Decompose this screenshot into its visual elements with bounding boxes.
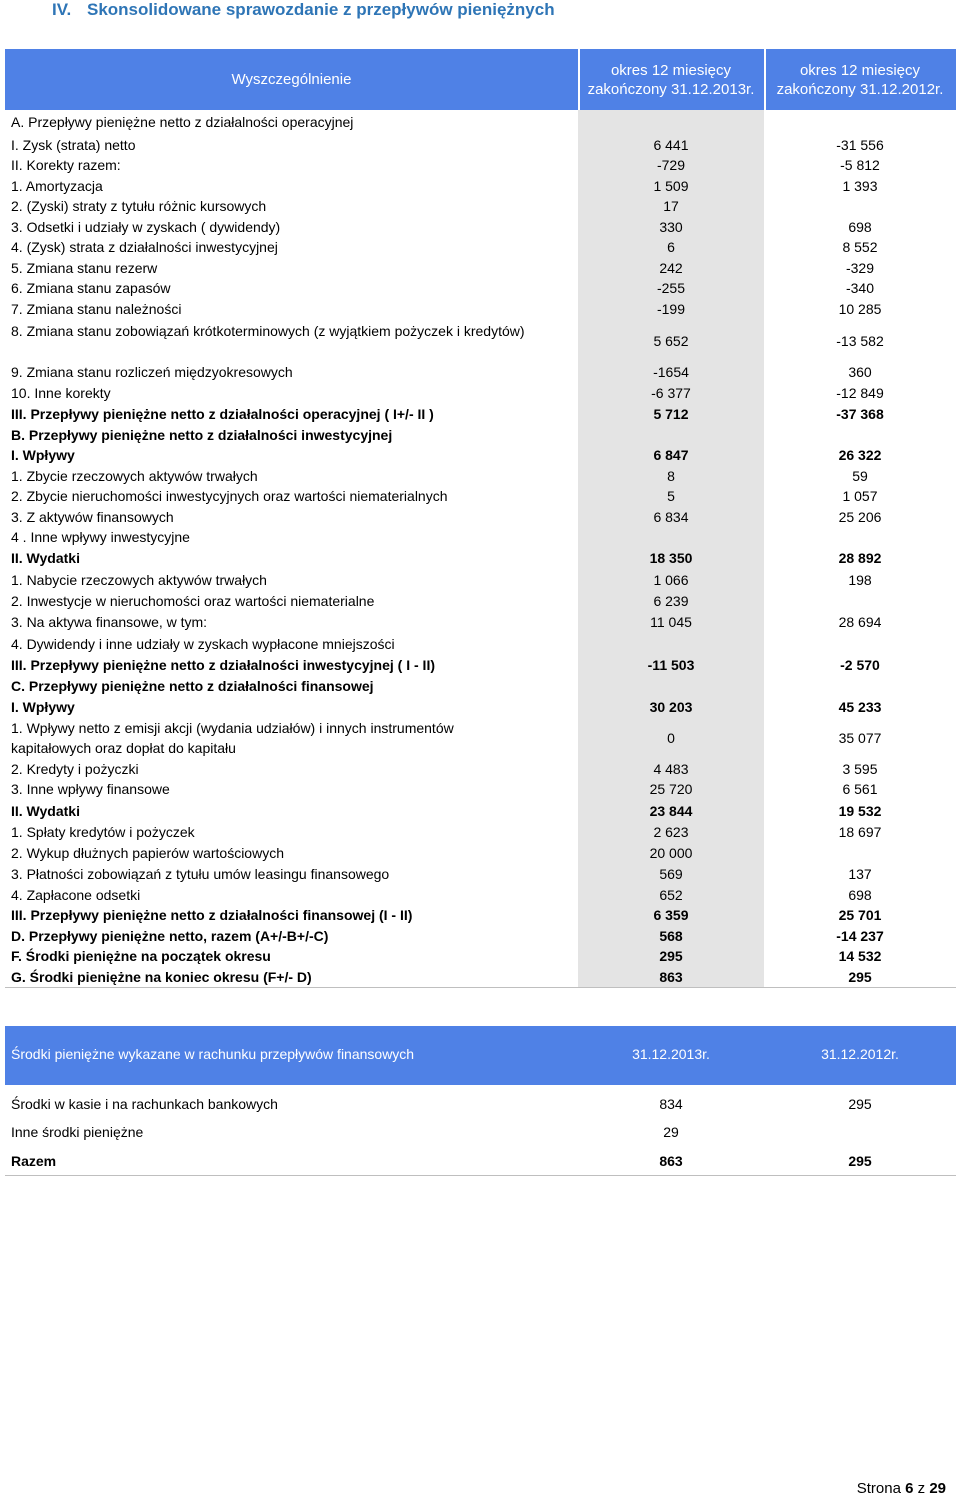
- row-label: 4. Dywidendy i inne udziały w zyskach wypłacone mniejszości: [11, 636, 395, 652]
- page-footer: [857, 1480, 946, 1497]
- table-row: [5, 196, 956, 216]
- row-value-2012: 45 233: [838, 699, 882, 715]
- row-value-2012: 6 561: [842, 781, 878, 797]
- row-value-2012: 10 285: [838, 301, 882, 317]
- row-value-2012: 8 552: [842, 239, 878, 255]
- table-row: [5, 676, 956, 696]
- row-label: 4. Zapłacone odsetki: [11, 887, 141, 903]
- table-row: [5, 135, 956, 155]
- row-value-2013: 2 623: [653, 824, 689, 840]
- row-label: III. Przepływy pieniężne netto z działalności finansowej (I - II): [11, 907, 413, 923]
- row-value-2012: 28 892: [838, 550, 882, 566]
- row-label: 1. Nabycie rzeczowych aktywów trwałych: [11, 572, 267, 588]
- table-row: [5, 486, 956, 506]
- table-row: [5, 466, 956, 486]
- row-value-2013: 6 239: [653, 593, 689, 609]
- row-value-2013: -199: [656, 301, 686, 317]
- table-row: [5, 217, 956, 237]
- row-value-2012: 698: [848, 219, 872, 235]
- row-value-2013: 330: [659, 219, 683, 235]
- cash-row-value-2012: 295: [848, 1153, 872, 1169]
- cash-row-label: Razem: [11, 1153, 57, 1169]
- cash-row-value-2012: 295: [848, 1096, 872, 1112]
- row-value-2013: 30 203: [649, 699, 693, 715]
- table-row: [5, 299, 956, 319]
- cash-row-value-2013: 834: [659, 1096, 683, 1112]
- table-row: [5, 176, 956, 196]
- row-label: 1. Spłaty kredytów i pożyczek: [11, 824, 195, 840]
- row-value-2012: 14 532: [838, 948, 882, 964]
- row-value-2012: 25 701: [838, 907, 882, 923]
- section-title: Skonsolidowane sprawozdanie z przepływów pieniężnych: [87, 0, 555, 19]
- table-row: [5, 759, 956, 779]
- cash-table-bottom-rule: [5, 1175, 956, 1176]
- row-value-2012: -37 368: [836, 406, 884, 422]
- row-value-2012: 59: [852, 468, 868, 484]
- page-label: Strona: [856, 1480, 901, 1497]
- table-row: [5, 612, 956, 632]
- section-number: IV.: [52, 0, 72, 19]
- row-value-2012: 698: [848, 887, 872, 903]
- row-value-2013: 6 441: [653, 137, 689, 153]
- row-label: 6. Zmiana stanu zapasów: [11, 280, 171, 296]
- row-value-2013: 4 483: [653, 761, 689, 777]
- table-row: [5, 591, 956, 611]
- table-header: [5, 49, 956, 110]
- table-row: [5, 258, 956, 278]
- row-value-2012: 1 393: [842, 178, 878, 194]
- cash-header-description: Środki pieniężne wykazane w rachunku przepływów finansowych: [11, 1046, 415, 1062]
- row-value-2012: -12 849: [836, 385, 884, 401]
- table-row: [5, 697, 956, 717]
- row-label: III. Przepływy pieniężne netto z działalności operacyjnej ( I+/- II ): [11, 406, 434, 422]
- row-value-2013: 20 000: [649, 845, 693, 861]
- row-label: A. Przepływy pieniężne netto z działalności operacyjnej: [11, 114, 354, 130]
- cash-row: [5, 1090, 956, 1118]
- row-value-2013: -11 503: [647, 657, 695, 673]
- row-label: 3. Odsetki i udziały w zyskach ( dywidendy): [11, 219, 281, 235]
- row-value-2013: -6 377: [651, 385, 691, 401]
- row-value-2013: 6: [667, 239, 675, 255]
- table-row: [5, 967, 956, 987]
- row-value-2012: 28 694: [838, 614, 882, 630]
- row-label: 3. Inne wpływy finansowe: [11, 781, 170, 797]
- row-value-2013: -255: [656, 280, 686, 296]
- row-label: I. Wpływy: [11, 699, 75, 715]
- table-row: [5, 404, 956, 424]
- row-value-2013: 17: [663, 198, 679, 214]
- cash-row-value-2013: 29: [663, 1124, 679, 1140]
- table-row: [5, 926, 956, 946]
- row-label: F. Środki pieniężne na początek okresu: [11, 948, 271, 964]
- row-value-2012: 25 206: [838, 509, 882, 525]
- row-value-2012: 137: [848, 866, 872, 882]
- cash-header-2012: 31.12.2012r.: [821, 1046, 899, 1062]
- page-separator: z: [917, 1480, 926, 1497]
- row-label: 1. Zbycie rzeczowych aktywów trwałych: [11, 468, 258, 484]
- row-value-2013: 295: [659, 948, 683, 964]
- row-label: 8. Zmiana stanu zobowiązań krótkoterminowych (z wyjątkiem pożyczek i kredytów): [11, 323, 525, 339]
- row-value-2012: 198: [848, 572, 872, 588]
- row-value-2013: 6 834: [653, 509, 689, 525]
- row-value-2013: 5: [667, 488, 675, 504]
- row-label: I. Zysk (strata) netto: [11, 137, 136, 153]
- row-label: 4. (Zysk) strata z działalności inwestycyjnej: [11, 239, 278, 255]
- table-row: [5, 843, 956, 863]
- row-value-2013: 11 045: [650, 614, 692, 630]
- row-value-2012: 360: [848, 364, 872, 380]
- cash-row: [5, 1118, 956, 1146]
- row-label: 2. Kredyty i pożyczki: [11, 761, 139, 777]
- row-label: D. Przepływy pieniężne netto, razem (A+/-B+/-C): [11, 928, 329, 944]
- row-value-2013: 568: [659, 928, 683, 944]
- column-header-2013: okres 12 miesięcy zakończony 31.12.2013r.: [587, 61, 755, 98]
- row-value-2013: 0: [667, 730, 675, 746]
- row-value-2012: -2 570: [840, 657, 880, 673]
- row-value-2013: 242: [659, 260, 683, 276]
- table-bottom-rule: [5, 987, 956, 988]
- row-label: 10. Inne korekty: [11, 385, 111, 401]
- row-value-2013: 25 720: [649, 781, 693, 797]
- row-value-2013: 6 847: [653, 447, 689, 463]
- row-value-2013: 5 712: [653, 406, 689, 422]
- row-value-2012: 19 532: [838, 803, 882, 819]
- table-row: [5, 801, 956, 821]
- row-value-2012: 35 077: [838, 730, 882, 746]
- row-value-2012: 18 697: [838, 824, 882, 840]
- row-value-2013: 5 652: [653, 333, 689, 349]
- column-header-2012: okres 12 miesięcy zakończony 31.12.2012r.: [776, 61, 944, 98]
- row-value-2013: 6 359: [653, 907, 689, 923]
- row-value-2013: 569: [659, 866, 683, 882]
- table-row: [5, 885, 956, 905]
- row-label: 1. Amortyzacja: [11, 178, 103, 194]
- row-value-2013: 23 844: [649, 803, 693, 819]
- row-value-2013: 652: [659, 887, 683, 903]
- row-label: 1. Wpływy netto z emisji akcji (wydania udziałów) i innych instrumentów kapitałowych oraz dopłat do kapitału: [11, 720, 454, 756]
- row-label: II. Wydatki: [11, 803, 80, 819]
- table-row: [5, 655, 956, 675]
- row-label: I. Wpływy: [11, 447, 75, 463]
- row-value-2012: 3 595: [842, 761, 878, 777]
- cash-header-2013: 31.12.2013r.: [632, 1046, 710, 1062]
- row-label: B. Przepływy pieniężne netto z działalności inwestycyjnej: [11, 427, 393, 443]
- table-row: [5, 548, 956, 568]
- row-value-2012: -329: [845, 260, 875, 276]
- row-label: 2. (Zyski) straty z tytułu różnic kursowych: [11, 198, 267, 214]
- row-label: 2. Inwestycje w nieruchomości oraz wartości niematerialne: [11, 593, 375, 609]
- table-row: [5, 634, 956, 654]
- row-value-2013: -1654: [653, 364, 689, 380]
- row-label: 2. Zbycie nieruchomości inwestycyjnych oraz wartości niematerialnych: [11, 488, 448, 504]
- cash-row-label: Środki w kasie i na rachunkach bankowych: [11, 1096, 278, 1112]
- row-value-2013: 863: [659, 969, 683, 985]
- table-row: [5, 570, 956, 590]
- cash-table-header: [5, 1026, 956, 1085]
- row-label: II. Wydatki: [11, 550, 80, 566]
- row-value-2013: -729: [656, 157, 686, 173]
- row-value-2013: 18 350: [649, 550, 693, 566]
- row-value-2012: -14 237: [836, 928, 884, 944]
- row-value-2013: 8: [667, 468, 675, 484]
- row-value-2012: -340: [845, 280, 875, 296]
- table-row: [5, 425, 956, 445]
- row-label: II. Korekty razem:: [11, 157, 121, 173]
- table-row: [5, 507, 956, 527]
- table-row: [5, 278, 956, 298]
- row-value-2012: 1 057: [842, 488, 878, 504]
- row-label: III. Przepływy pieniężne netto z działalności inwestycyjnej ( I - II): [11, 657, 435, 673]
- cash-row-total: [5, 1147, 956, 1175]
- table-row: [5, 822, 956, 842]
- cash-row-value-2013: 863: [659, 1153, 683, 1169]
- table-row: [5, 155, 956, 175]
- row-value-2012: -13 582: [836, 333, 884, 349]
- table-row: [5, 112, 956, 132]
- row-label: 7. Zmiana stanu należności: [11, 301, 182, 317]
- column-header-description: Wyszczególnienie: [231, 71, 352, 88]
- row-label: 3. Z aktywów finansowych: [11, 509, 174, 525]
- row-label: 9. Zmiana stanu rozliczeń międzyokresowych: [11, 364, 293, 380]
- row-label: 3. Na aktywa finansowe, w tym:: [11, 614, 208, 630]
- row-label: C. Przepływy pieniężne netto z działalności finansowej: [11, 678, 374, 694]
- cash-row-label: Inne środki pieniężne: [11, 1124, 144, 1140]
- row-value-2012: 26 322: [838, 447, 882, 463]
- table-row: [5, 445, 956, 465]
- table-row: [5, 905, 956, 925]
- row-label: G. Środki pieniężne na koniec okresu (F+/- D): [11, 969, 312, 985]
- table-row: [5, 718, 956, 758]
- table-row: [5, 946, 956, 966]
- row-value-2012: 295: [848, 969, 872, 985]
- page-total: 29: [929, 1480, 946, 1497]
- table-row: [5, 383, 956, 403]
- row-value-2013: 1 066: [653, 572, 689, 588]
- row-value-2013: 1 509: [653, 178, 689, 194]
- table-row: [5, 237, 956, 257]
- row-value-2012: -31 556: [836, 137, 884, 153]
- table-row: [5, 779, 956, 799]
- table-row: [5, 321, 956, 361]
- page-number: 6: [905, 1480, 914, 1497]
- row-value-2012: -5 812: [840, 157, 880, 173]
- row-label: 2. Wykup dłużnych papierów wartościowych: [11, 845, 284, 861]
- row-label: 3. Płatności zobowiązań z tytułu umów leasingu finansowego: [11, 866, 390, 882]
- row-label: 5. Zmiana stanu rezerw: [11, 260, 158, 276]
- row-label: 4 . Inne wpływy inwestycyjne: [11, 529, 190, 545]
- table-row: [5, 527, 956, 547]
- table-row: [5, 362, 956, 382]
- table-row: [5, 864, 956, 884]
